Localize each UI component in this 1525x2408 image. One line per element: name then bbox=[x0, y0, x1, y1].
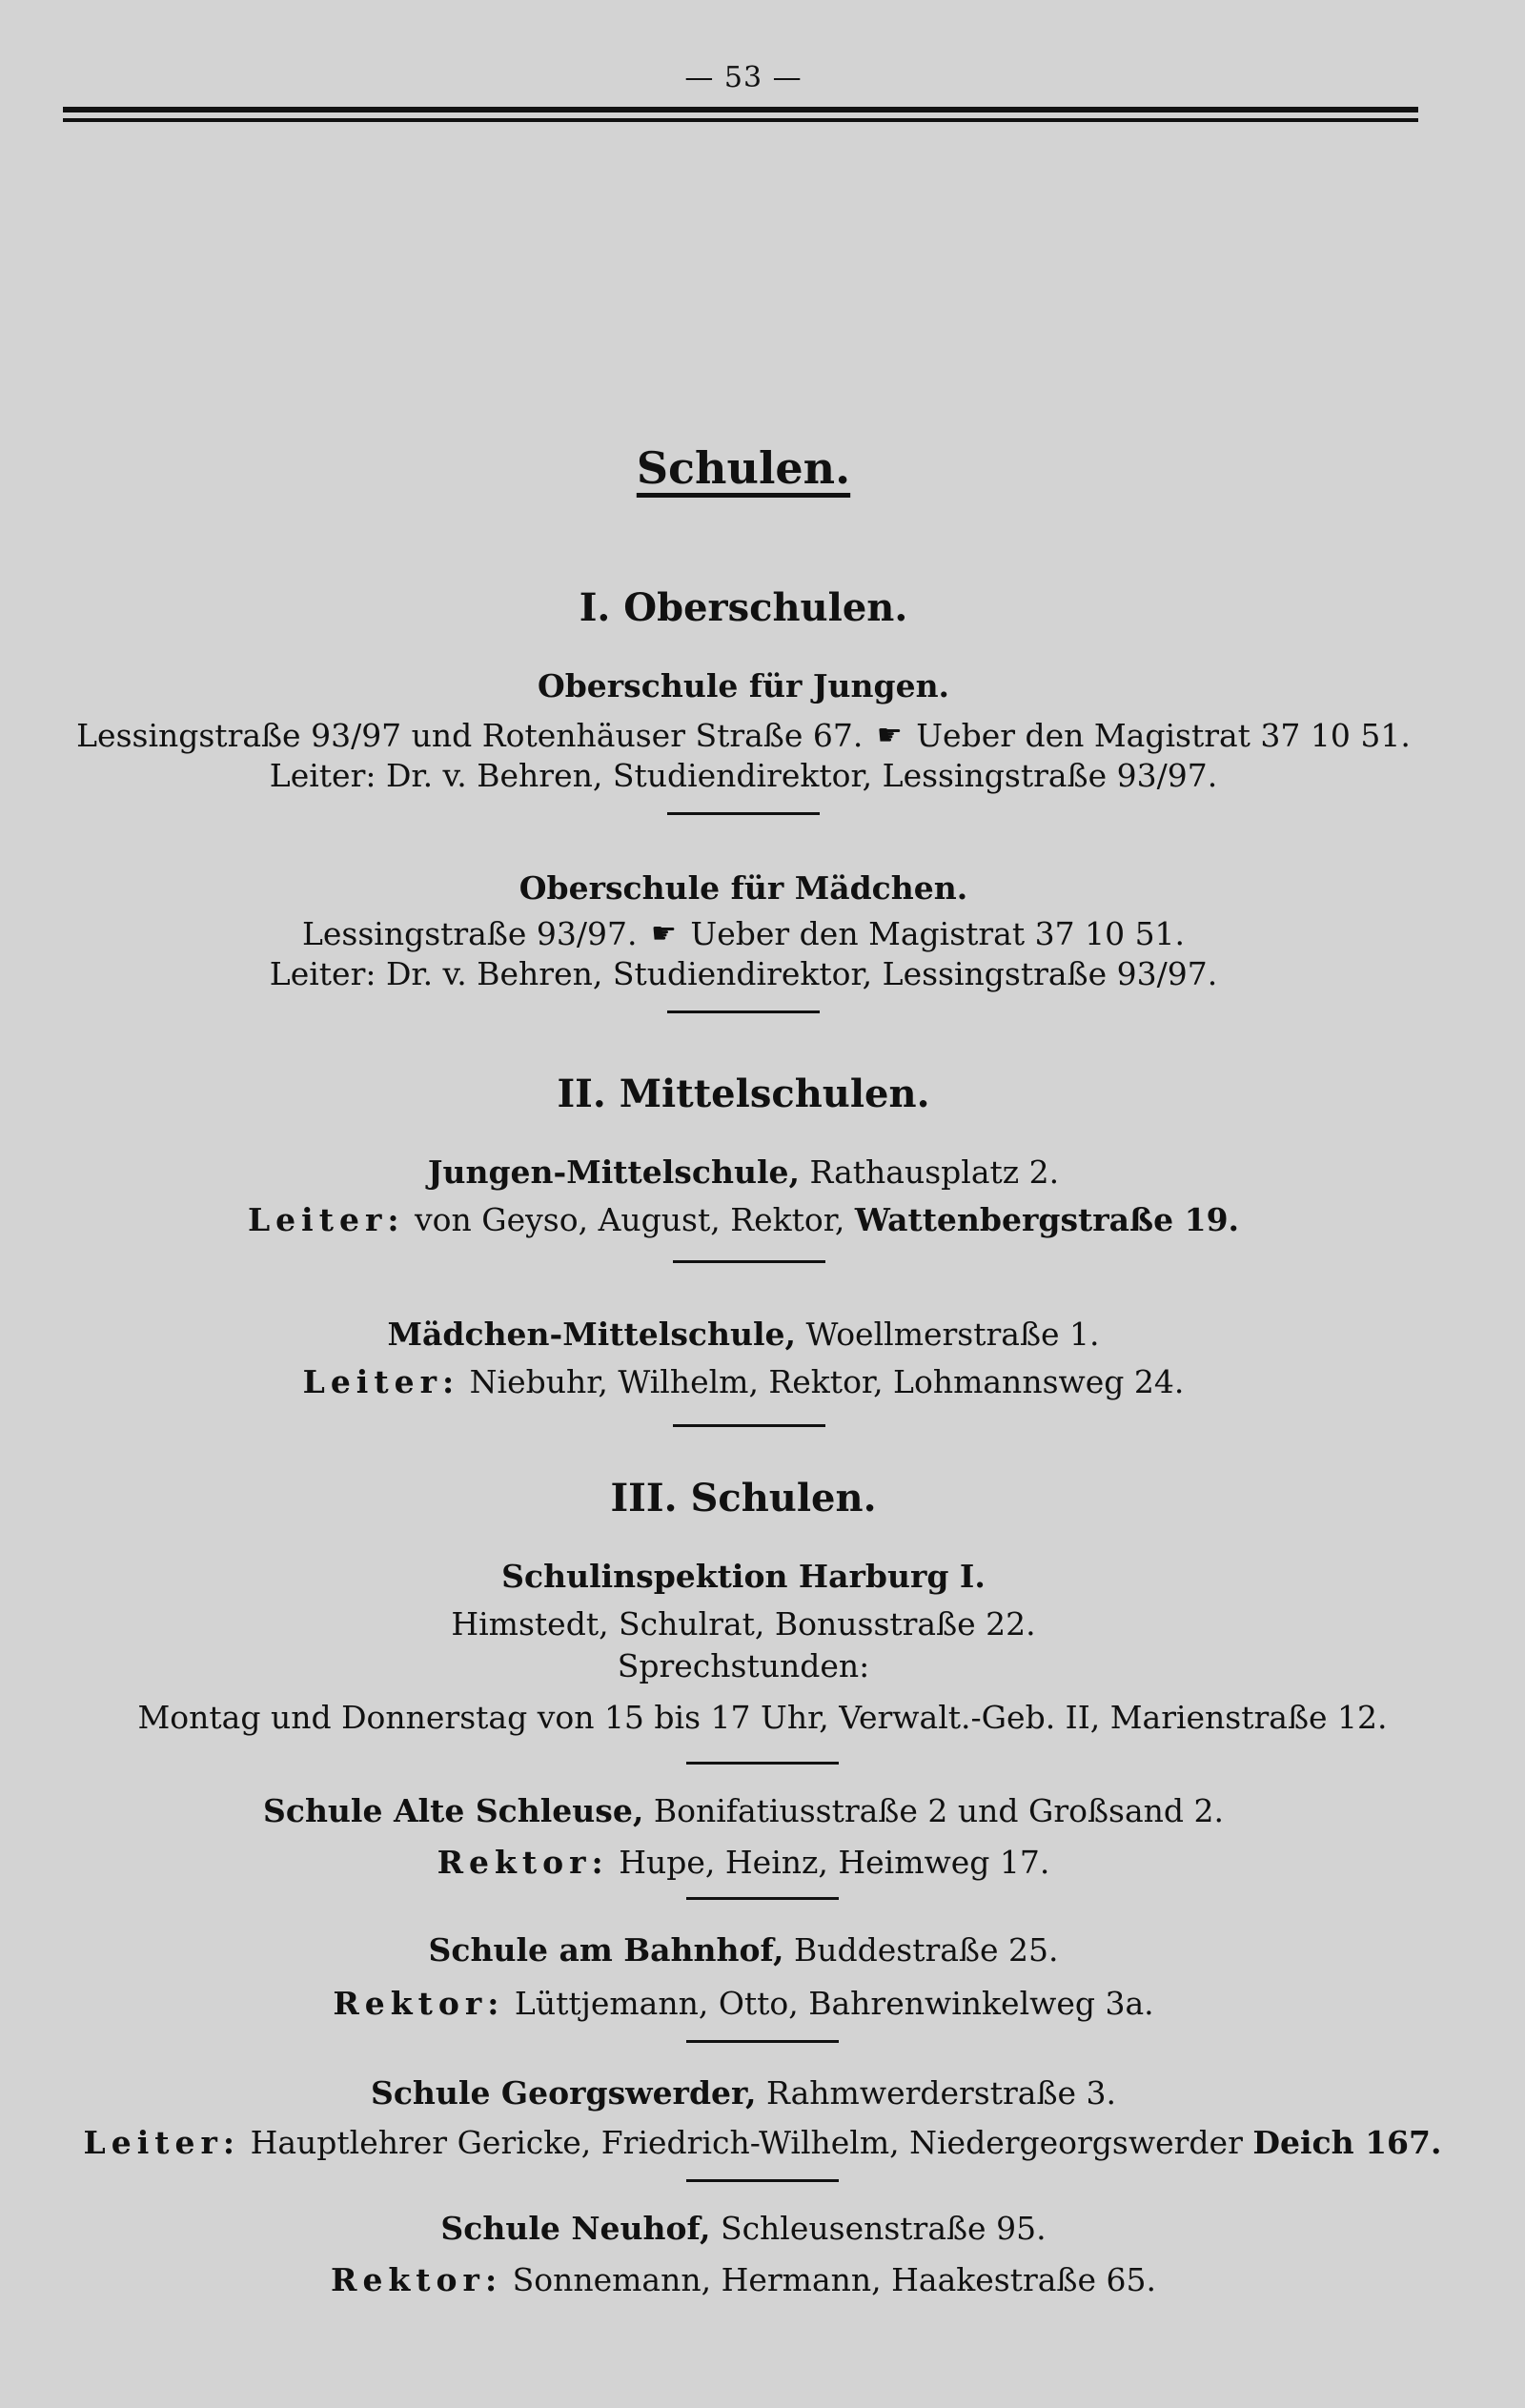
school-leiter-line: Leiter: Dr. v. Behren, Studiendirektor, Lessingstraße 93/97. bbox=[269, 757, 1218, 794]
school-name-jungen-mittelschule: Jungen-Mittelschule, bbox=[427, 1153, 800, 1191]
school-name-oberschule-maedchen: Oberschule für Mädchen. bbox=[518, 869, 968, 907]
school-leiter-line bbox=[0, 1844, 1487, 1881]
school-leiter-line bbox=[0, 1985, 1487, 2022]
school-address-line bbox=[0, 717, 1487, 754]
school-name-georgswerder: Schule Georgswerder, bbox=[371, 2074, 757, 2112]
separator bbox=[673, 1424, 825, 1427]
school-line bbox=[0, 1792, 1487, 1829]
leader-text: Lüttjemann, Otto, Bahrenwinkelweg 3a. bbox=[514, 1985, 1154, 2022]
leader-address-end: Deich 167. bbox=[1252, 2124, 1442, 2161]
leader-text: Niebuhr, Wilhelm, Rektor, Lohmannsweg 24. bbox=[469, 1363, 1185, 1400]
separator bbox=[686, 2040, 839, 2043]
phone-text: Ueber den Magistrat 37 10 51. bbox=[690, 915, 1186, 952]
separator bbox=[686, 1897, 839, 1900]
role-label: Rektor: bbox=[331, 2261, 503, 2298]
address-text: Schleusenstraße 95. bbox=[720, 2210, 1047, 2247]
school-name-alte-schleuse: Schule Alte Schleuse, bbox=[263, 1792, 644, 1829]
role-label: Leiter: bbox=[247, 1201, 405, 1238]
school-line bbox=[0, 1316, 1487, 1353]
separator bbox=[667, 812, 820, 815]
school-leiter-line bbox=[0, 1201, 1487, 1238]
school-inspection-name: Schulinspektion Harburg I. bbox=[501, 1558, 986, 1595]
separator bbox=[673, 1260, 825, 1263]
page-title: Schulen. bbox=[636, 442, 851, 494]
school-line bbox=[0, 2074, 1487, 2112]
leader-text: Sonnemann, Hermann, Haakestraße 65. bbox=[512, 2261, 1156, 2298]
leader-text: von Geyso, August, Rektor, bbox=[415, 1201, 845, 1238]
header-rule-top bbox=[63, 107, 1418, 112]
role-label: Leiter: bbox=[83, 2124, 241, 2161]
school-line bbox=[0, 1153, 1487, 1191]
school-line bbox=[0, 1931, 1487, 1969]
separator bbox=[686, 2179, 839, 2182]
leader-text: Hauptlehrer Gericke, Friedrich-Wilhelm, Niedergeorgswerder bbox=[250, 2124, 1243, 2161]
office-hours-line: Montag und Donnerstag von 15 bis 17 Uhr, Verwalt.-Geb. II, Marienstraße 12. bbox=[137, 1699, 1388, 1736]
section-heading-mittelschulen: II. Mittelschulen. bbox=[557, 1071, 930, 1116]
section-heading-schulen: III. Schulen. bbox=[610, 1476, 877, 1520]
office-hours-label: Sprechstunden: bbox=[617, 1647, 870, 1684]
school-leiter-line bbox=[19, 2124, 1506, 2161]
separator bbox=[686, 1762, 839, 1765]
address-text: Woellmerstraße 1. bbox=[805, 1316, 1100, 1353]
address-text: Rahmwerderstraße 3. bbox=[766, 2074, 1116, 2112]
section-heading-oberschulen: I. Oberschulen. bbox=[579, 585, 908, 630]
page-number: — 53 — bbox=[684, 61, 803, 94]
school-line bbox=[0, 2210, 1487, 2247]
school-address-line bbox=[0, 915, 1487, 952]
address-text: Buddestraße 25. bbox=[793, 1931, 1059, 1969]
address-text: Rathausplatz 2. bbox=[809, 1153, 1060, 1191]
school-name-am-bahnhof: Schule am Bahnhof, bbox=[428, 1931, 784, 1969]
address-text: Bonifatiusstraße 2 und Großsand 2. bbox=[653, 1792, 1224, 1829]
pointing-hand-icon: ☛ bbox=[651, 917, 677, 950]
school-name-neuhof: Schule Neuhof, bbox=[440, 2210, 711, 2247]
school-leiter-line bbox=[0, 2261, 1487, 2298]
address-text: Lessingstraße 93/97. bbox=[301, 915, 638, 952]
school-leiter-line bbox=[0, 1363, 1487, 1400]
leader-text: Hupe, Heinz, Heimweg 17. bbox=[619, 1844, 1050, 1881]
pointing-hand-icon: ☛ bbox=[876, 719, 903, 752]
phone-text: Ueber den Magistrat 37 10 51. bbox=[916, 717, 1411, 754]
role-label: Rektor: bbox=[333, 1985, 505, 2022]
school-leiter-line: Leiter: Dr. v. Behren, Studiendirektor, Lessingstraße 93/97. bbox=[269, 955, 1218, 992]
separator bbox=[667, 1010, 820, 1013]
role-label: Leiter: bbox=[302, 1363, 460, 1400]
header-rule-bottom bbox=[63, 118, 1418, 122]
address-text: Lessingstraße 93/97 und Rotenhäuser Straße 67. bbox=[76, 717, 864, 754]
school-name-maedchen-mittelschule: Mädchen-Mittelschule, bbox=[387, 1316, 797, 1353]
leader-address: Wattenbergstraße 19. bbox=[854, 1201, 1240, 1238]
role-label: Rektor: bbox=[437, 1844, 609, 1881]
inspection-line: Himstedt, Schulrat, Bonusstraße 22. bbox=[451, 1605, 1036, 1643]
school-name-oberschule-jungen: Oberschule für Jungen. bbox=[537, 667, 950, 704]
